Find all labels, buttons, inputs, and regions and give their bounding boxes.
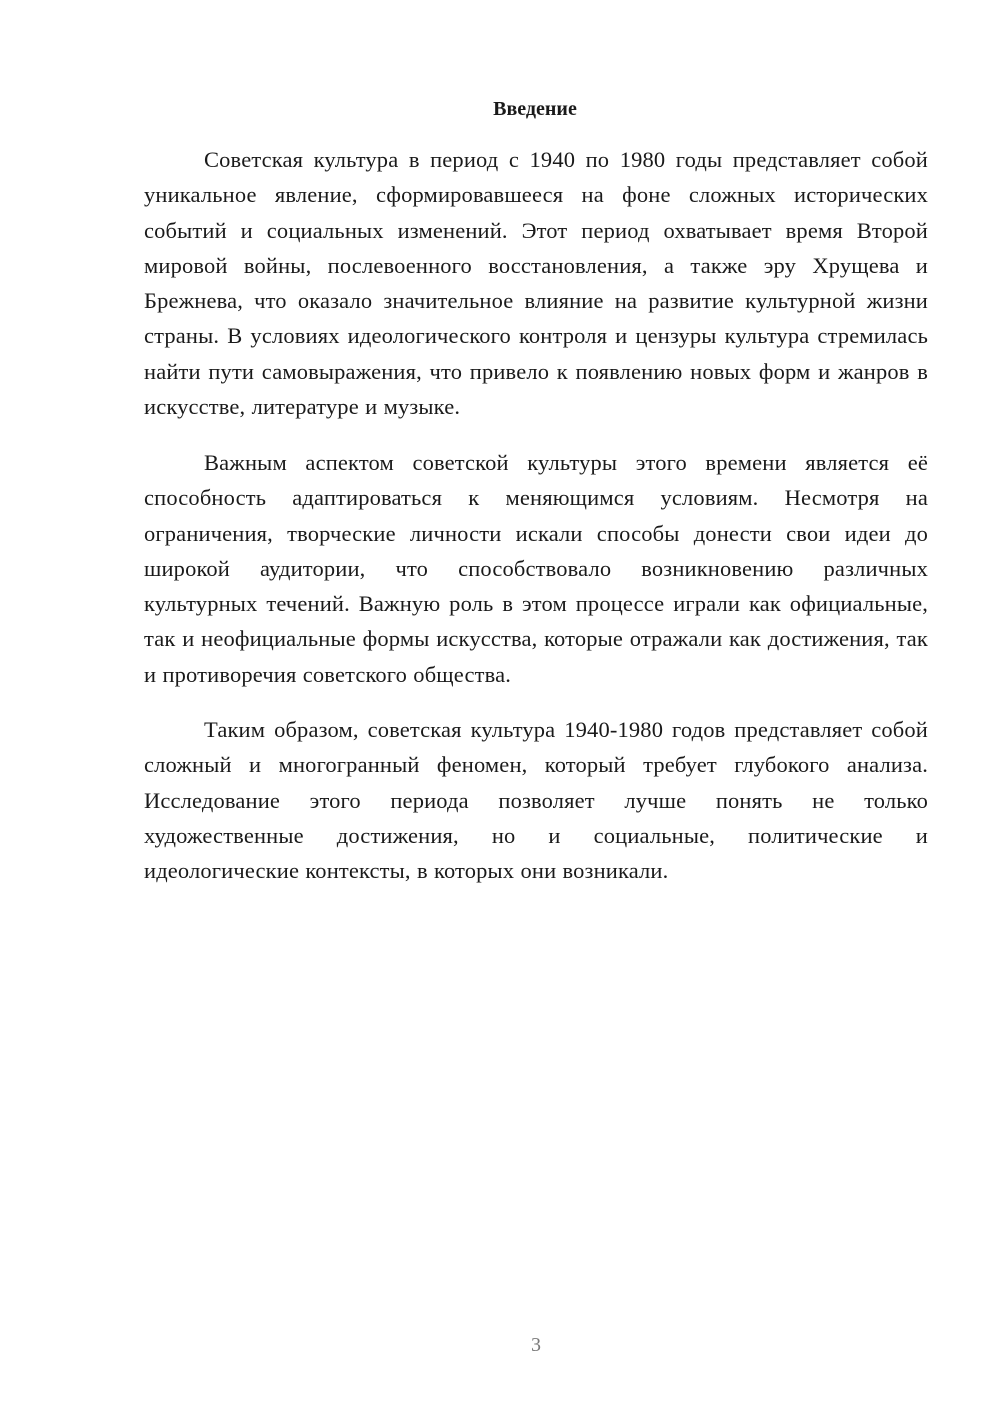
page-number: 3	[531, 1334, 541, 1356]
section-heading: Введение	[493, 98, 577, 120]
paragraph-2: Важным аспектом советской культуры этого времени является её способность адаптироваться к меняющимся условиям. Несмотря на ограничения, творческие личности искали способы донести свои идеи до широкой аудитории, что способствовало возникновению различных культурных течений. Важную роль в этом процессе играли как официальные, так и неофициальные формы искусства, которые отражали как достижения, так и противоречия советского общества.	[144, 450, 928, 687]
paragraph-3: Таким образом, советская культура 1940-1980 годов представляет собой сложный и многогранный феномен, который требует глубокого анализа. Исследование этого периода позволяет лучше понять не только художественные достижения, но и социальные, политические и идеологические контексты, в которых они возникали.	[144, 717, 928, 884]
paragraph-1: Советская культура в период с 1940 по 1980 годы представляет собой уникальное явление, сформировавшееся на фоне сложных исторических событий и социальных изменений. Этот период охватывает время Второй мировой войны, послевоенного восстановления, а также эру Хрущева и Брежнева, что оказало значительное влияние на развитие культурной жизни страны. В условиях идеологического контроля и цензуры культура стремилась найти пути самовыражения, что привело к появлению новых форм и жанров в искусстве, литературе и музыке.	[144, 147, 928, 420]
